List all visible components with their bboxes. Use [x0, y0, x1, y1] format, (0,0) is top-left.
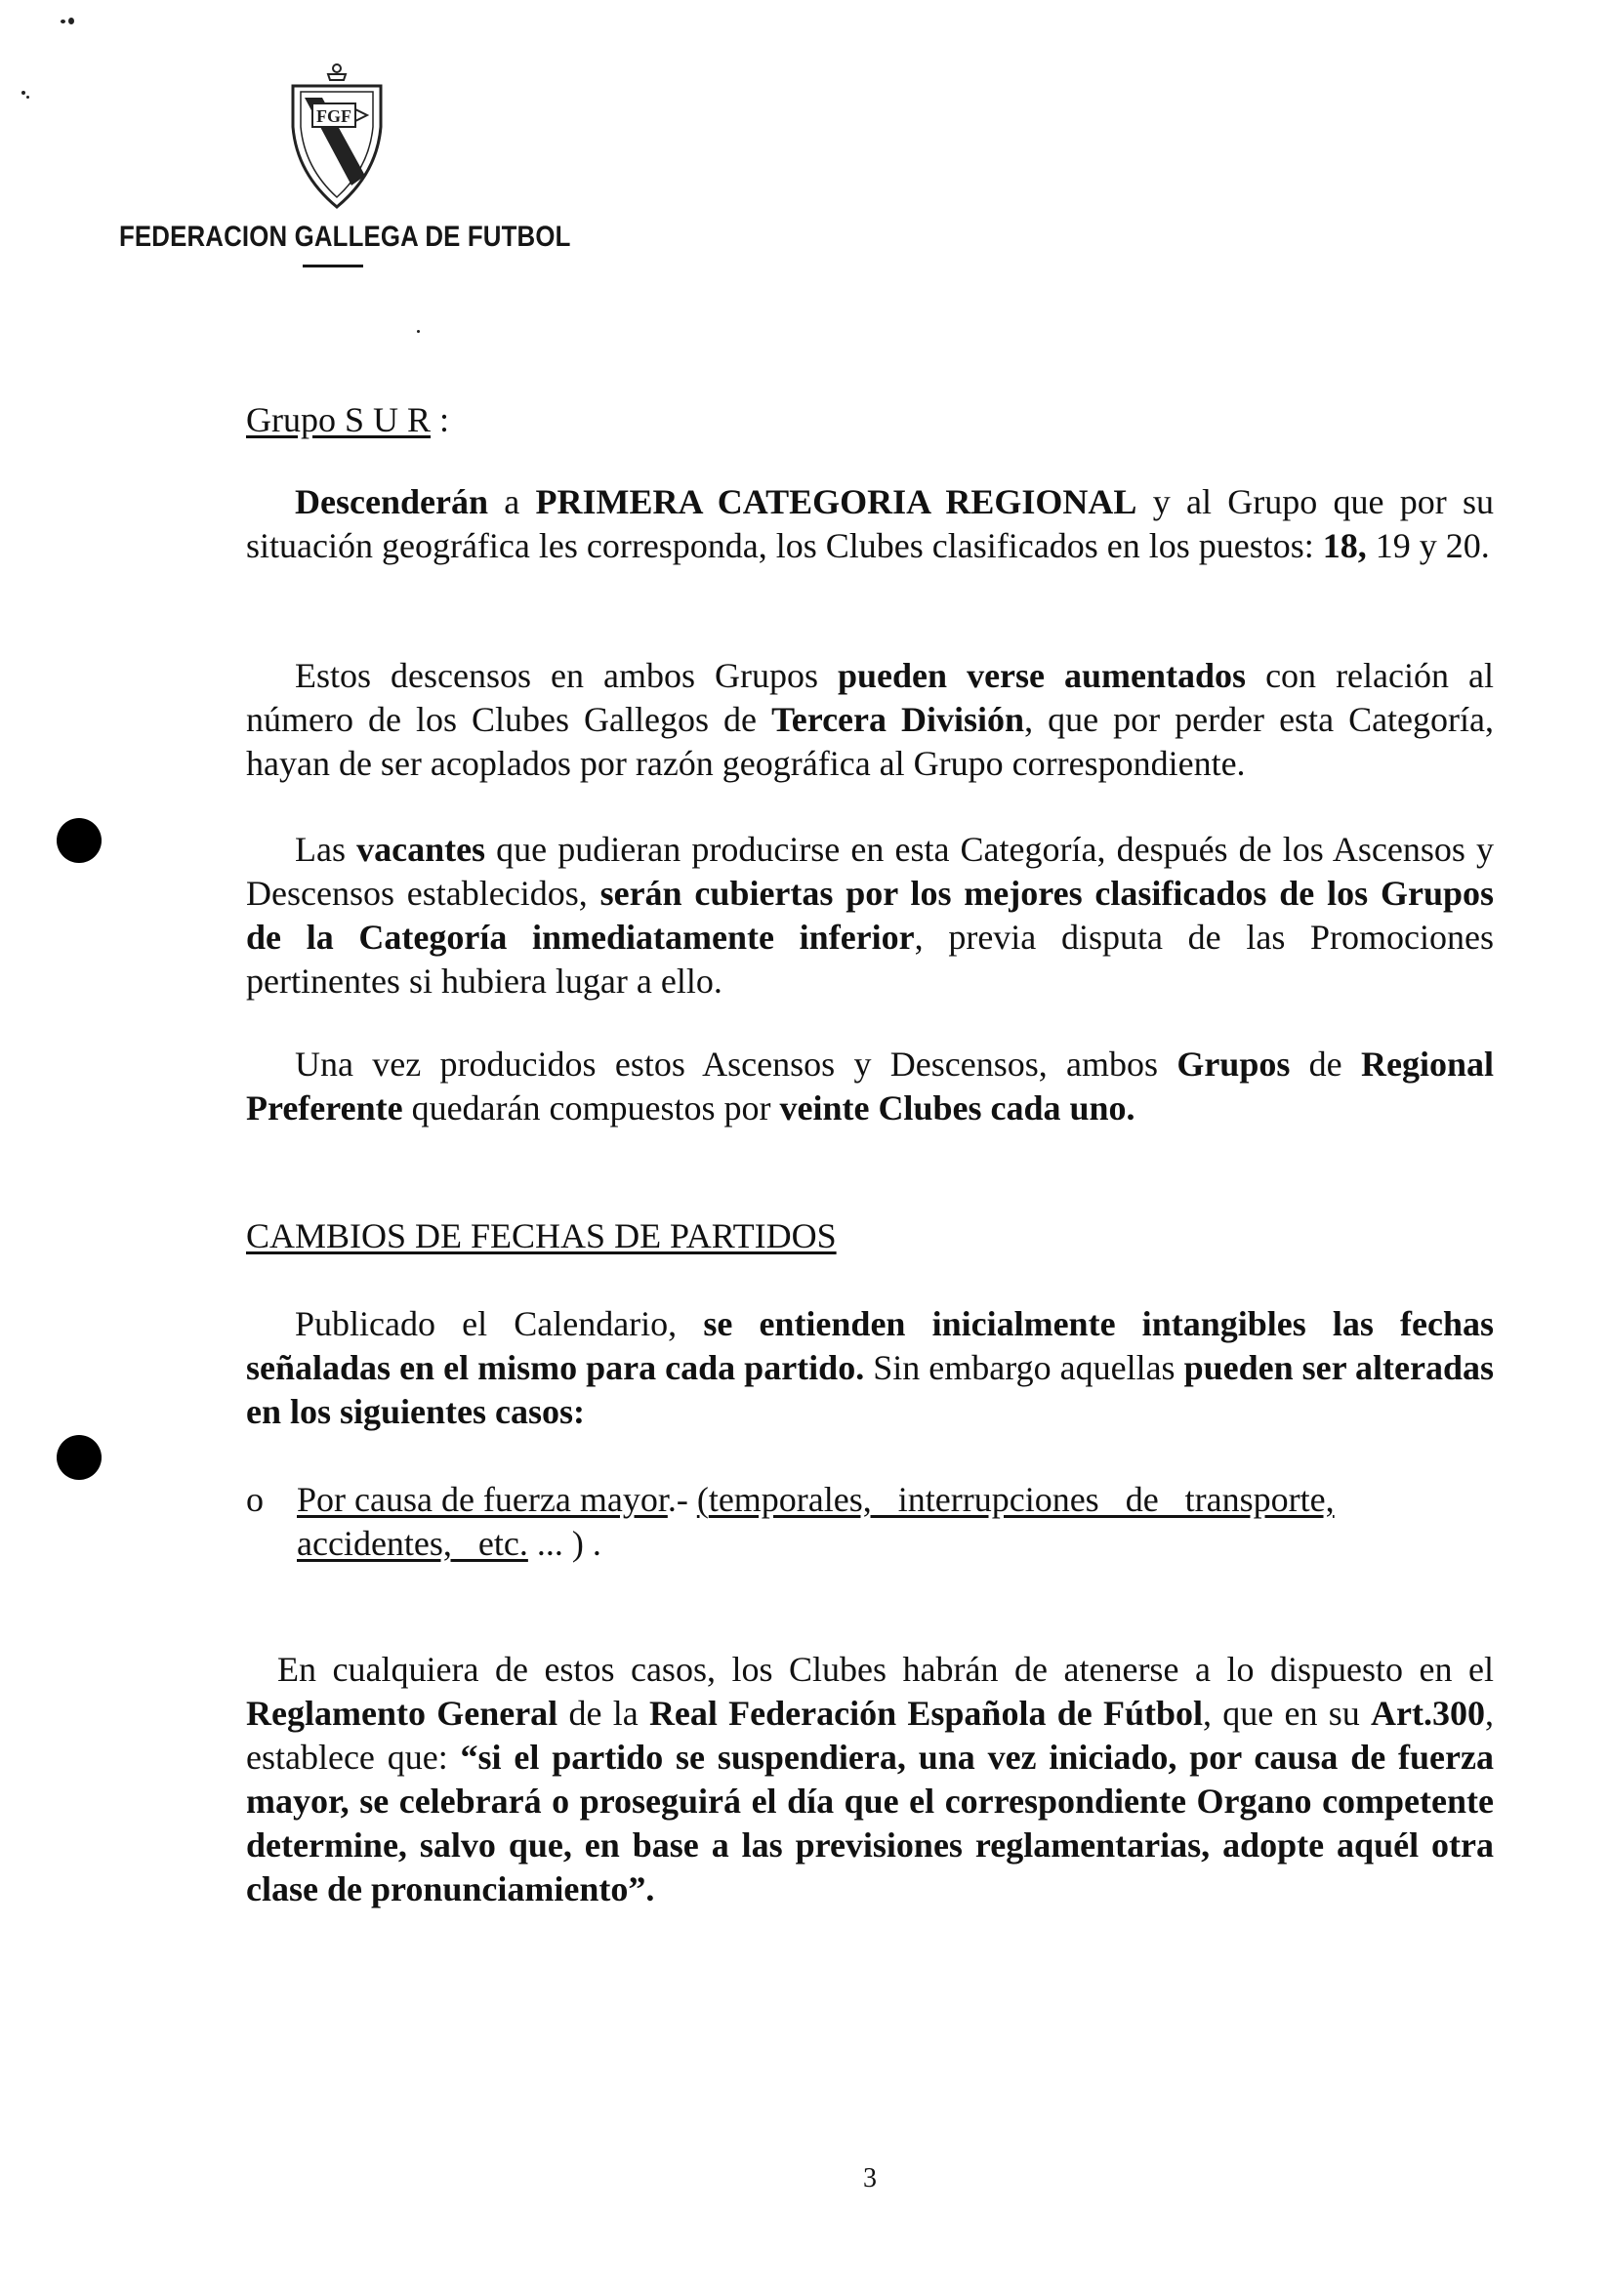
bold-text: pueden verse aumentados: [838, 656, 1247, 695]
bold-text: Regional Preferente: [246, 1045, 1494, 1128]
paragraph-aumento-descensos: [246, 654, 1494, 786]
list-detail-open: (: [696, 1480, 709, 1519]
text: de la: [557, 1694, 649, 1733]
bold-text: Tercera División: [771, 700, 1025, 739]
section-heading-grupo-sur: [246, 398, 449, 442]
bold-text: veinte Clubes cada uno.: [779, 1088, 1135, 1128]
text: , previa disputa de las Promociones pertinentes si hubiera lugar a ello.: [246, 918, 1495, 1001]
scan-speck: [21, 91, 25, 95]
section-heading-cambios-fechas: CAMBIOS DE FECHAS DE PARTIDOS: [246, 1216, 837, 1255]
paragraph-calendario: [246, 1302, 1494, 1434]
list-item-fuerza-mayor: [246, 1478, 1494, 1566]
bold-text: PRIMERA CATEGORIA REGIONAL: [535, 482, 1137, 521]
text: , que por perder esta Categoría, hayan de ser acoplados por razón geográfica al Grupo correspondiente.: [246, 700, 1495, 783]
paragraph-vacantes: [246, 828, 1494, 1004]
punch-hole-upper: [57, 818, 102, 863]
bold-text: pueden ser alteradas en los siguientes casos:: [246, 1348, 1494, 1431]
text: que pudieran producirse en esta Categoría, después de los Ascensos y Descensos establecidos,: [246, 830, 1494, 913]
page-number: 3: [863, 2163, 877, 2194]
scan-speck: [417, 330, 420, 333]
grupo-sur-heading-suffix: :: [431, 400, 450, 439]
text: Publicado el Calendario,: [295, 1304, 704, 1343]
paragraph-reglamento: [246, 1648, 1494, 1911]
organization-underline: [303, 265, 363, 267]
text: Las: [295, 830, 357, 869]
scan-speck: [68, 18, 74, 24]
bold-text: Real Federación Española de Fútbol: [648, 1694, 1204, 1733]
list-detail: temporales, interrupciones de transporte, accidentes, etc.: [297, 1480, 1335, 1563]
scan-speck: [26, 96, 29, 99]
text: con relación al número de los Clubes Gallegos de: [246, 656, 1494, 739]
text: 19 y 20.: [1366, 526, 1490, 565]
punch-hole-lower: [57, 1435, 102, 1480]
text: Estos descensos en ambos Grupos: [295, 656, 839, 695]
text: En cualquiera de estos casos, los Clubes habrán de atenerse a lo dispuesto en el: [277, 1650, 1494, 1689]
bold-text: 18,: [1322, 526, 1367, 565]
bold-text: Art.300: [1371, 1694, 1485, 1733]
bold-text: serán cubiertas por los mejores clasificados de los Grupos de la Categoría inmediatamente inferior: [246, 874, 1494, 957]
text: a: [487, 482, 536, 521]
bold-text: vacantes: [356, 830, 486, 869]
text: y al Grupo que por su situación geográfica les corresponda, los Clubes clasificados en los puestos:: [246, 482, 1495, 565]
grupo-sur-heading-text: Grupo S U R: [246, 400, 432, 439]
paragraph-descensos-sur: [246, 480, 1494, 568]
text: Sin embargo aquellas: [864, 1348, 1184, 1387]
bold-text: se entienden inicialmente intangibles las fechas señaladas en el mismo para cada partido.: [246, 1304, 1494, 1387]
bold-text: “si el partido se suspendiera, una vez iniciado, por causa de fuerza mayor, se celebrará o proseguirá el día que el correspondiente Organo competente determine, salvo que, en base a las previsiones reglamentarias, adopte aquél otra clase de pronunciamiento”.: [246, 1738, 1494, 1908]
federation-crest-icon: [283, 59, 391, 215]
text: , que en su: [1203, 1694, 1372, 1733]
organization-name: FEDERACION GALLEGA DE FUTBOL: [119, 221, 571, 253]
bold-text: Grupos: [1176, 1045, 1291, 1084]
scan-speck: [61, 20, 65, 23]
list-bullet: o: [246, 1480, 264, 1519]
bold-text: Reglamento General: [246, 1694, 558, 1733]
text: quedarán compuestos por: [402, 1088, 780, 1128]
text: Una vez producidos estos Ascensos y Descensos, ambos: [295, 1045, 1177, 1084]
svg-text:FGF: FGF: [316, 106, 351, 126]
list-term: Por causa de fuerza mayor: [297, 1480, 668, 1519]
list-detail-close: ... ) .: [527, 1524, 601, 1563]
paragraph-composicion-grupos: [246, 1043, 1494, 1130]
text: de: [1290, 1045, 1361, 1084]
bold-text: Descenderán: [295, 482, 488, 521]
list-separator: .-: [667, 1480, 697, 1519]
text: , establece que:: [246, 1694, 1494, 1777]
